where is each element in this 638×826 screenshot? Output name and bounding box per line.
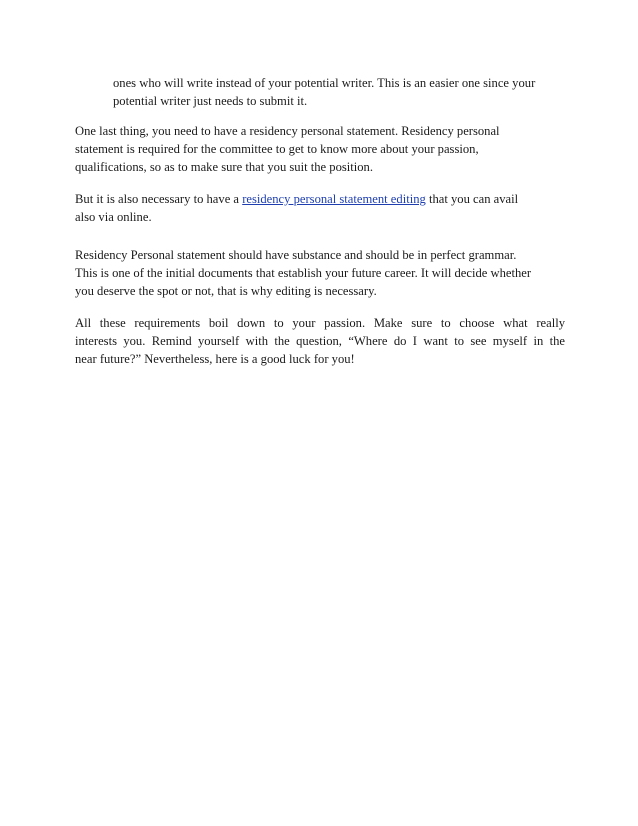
text-line bbox=[75, 190, 565, 208]
text-line: also via online. bbox=[75, 210, 152, 224]
residency-editing-link[interactable]: residency personal statement editing bbox=[242, 192, 426, 206]
text-line: One last thing, you need to have a residency personal statement. Residency personal bbox=[75, 124, 500, 138]
paragraph-closing bbox=[75, 314, 565, 368]
text-line: you deserve the spot or not, that is why editing is necessary. bbox=[75, 284, 377, 298]
text-fragment: that you can avail bbox=[425, 192, 519, 206]
text-line: ones who will write instead of your potential writer. This is an easier one since your bbox=[113, 76, 536, 90]
continued-indented-paragraph bbox=[113, 74, 565, 110]
text-line: This is one of the initial documents that establish your future career. It will decide whether bbox=[75, 266, 532, 280]
paragraph-editing bbox=[75, 190, 565, 226]
text-line: interests you. Remind yourself with the question, “Where do I want to see myself in the bbox=[75, 334, 565, 348]
paragraph-residency-statement bbox=[75, 122, 565, 176]
text-fragment: But it is also necessary to have a bbox=[75, 192, 243, 206]
text-line: qualifications, so as to make sure that you suit the position. bbox=[75, 160, 374, 174]
text-line: All these requirements boil down to your passion. Make sure to choose what really bbox=[75, 316, 565, 330]
text-line: near future?” Nevertheless, here is a good luck for you! bbox=[75, 352, 355, 366]
text-line: statement is required for the committee to get to know more about your passion, bbox=[75, 142, 479, 156]
paragraph-substance-grammar bbox=[75, 246, 565, 300]
text-line: potential writer just needs to submit it. bbox=[113, 94, 308, 108]
text-line: Residency Personal statement should have substance and should be in perfect grammar. bbox=[75, 248, 517, 262]
